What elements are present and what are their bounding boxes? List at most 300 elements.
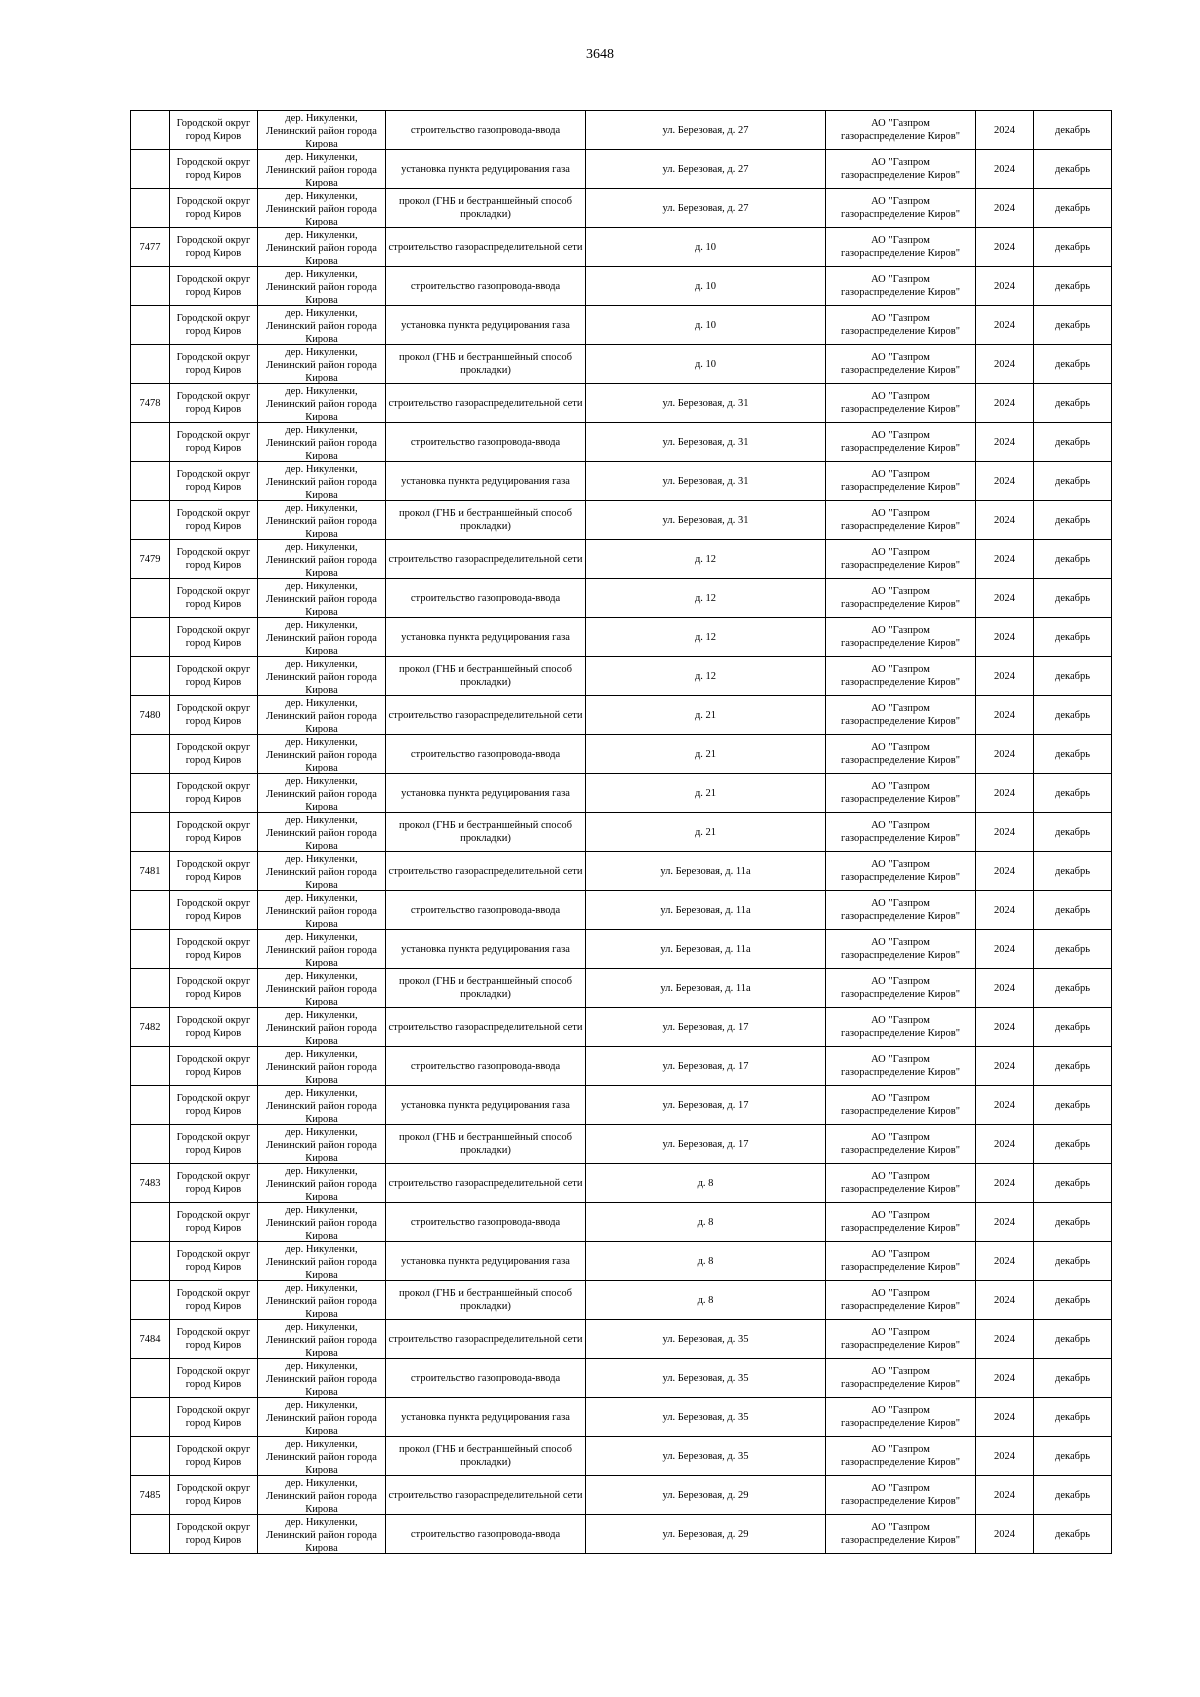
district-cell: Городской округ город Киров [170,462,258,501]
locality-cell [258,1086,386,1125]
district-cell: Городской округ город Киров [170,1359,258,1398]
work-type-cell: строительство газораспределительной сети [386,384,586,423]
year-cell: 2024 [976,852,1034,891]
locality-text: дер. Никуленки, Ленинский район города Кирова [266,580,377,617]
locality-cell [258,1047,386,1086]
work-type-cell: строительство газораспределительной сети [386,1008,586,1047]
address-cell: ул. Березовая, д. 29 [586,1515,826,1554]
work-type-cell: строительство газопровода-ввода [386,1359,586,1398]
table-row [131,345,1112,384]
month-cell: декабрь [1034,1164,1112,1203]
locality-cell [258,1203,386,1242]
address-cell: ул. Березовая, д. 27 [586,189,826,228]
year-cell: 2024 [976,1515,1034,1554]
locality-cell [258,774,386,813]
locality-text: дер. Никуленки, Ленинский район города Кирова [266,1243,377,1280]
locality-text: дер. Никуленки, Ленинский район города Кирова [266,1321,377,1358]
operator-cell: АО "Газпром газораспределение Киров" [826,1398,976,1437]
locality-text: дер. Никуленки, Ленинский район города Кирова [266,190,377,227]
operator-cell: АО "Газпром газораспределение Киров" [826,852,976,891]
month-cell: декабрь [1034,1359,1112,1398]
locality-cell [258,189,386,228]
operator-cell: АО "Газпром газораспределение Киров" [826,813,976,852]
page-number: 3648 [586,47,614,62]
district-cell: Городской округ город Киров [170,1242,258,1281]
locality-cell [258,696,386,735]
district-cell: Городской округ город Киров [170,1437,258,1476]
locality-cell [258,1242,386,1281]
table-row [131,501,1112,540]
work-type-cell: строительство газораспределительной сети [386,1320,586,1359]
operator-cell: АО "Газпром газораспределение Киров" [826,345,976,384]
table-row [131,618,1112,657]
address-cell: д. 12 [586,657,826,696]
district-cell: Городской округ город Киров [170,111,258,150]
locality-text: дер. Никуленки, Ленинский район города Кирова [266,229,377,266]
locality-text: дер. Никуленки, Ленинский район города Кирова [266,1048,377,1085]
operator-cell: АО "Газпром газораспределение Киров" [826,306,976,345]
district-cell: Городской округ город Киров [170,852,258,891]
object-number-cell [131,1125,170,1164]
address-cell: ул. Березовая, д. 27 [586,111,826,150]
locality-text: дер. Никуленки, Ленинский район города Кирова [266,1477,377,1514]
object-number-cell [131,969,170,1008]
object-number-cell [131,891,170,930]
year-cell: 2024 [976,1203,1034,1242]
locality-cell [258,1320,386,1359]
month-cell: декабрь [1034,1086,1112,1125]
year-cell: 2024 [976,150,1034,189]
address-cell: ул. Березовая, д. 27 [586,150,826,189]
address-cell: д. 10 [586,306,826,345]
work-type-cell: строительство газораспределительной сети [386,696,586,735]
table-row [131,774,1112,813]
operator-cell: АО "Газпром газораспределение Киров" [826,1476,976,1515]
month-cell: декабрь [1034,1008,1112,1047]
operator-cell: АО "Газпром газораспределение Киров" [826,1515,976,1554]
month-cell: декабрь [1034,189,1112,228]
month-cell: декабрь [1034,345,1112,384]
district-cell: Городской округ город Киров [170,1047,258,1086]
work-type-cell: строительство газопровода-ввода [386,1203,586,1242]
locality-cell [258,423,386,462]
locality-text: дер. Никуленки, Ленинский район города Кирова [266,502,377,539]
object-number-cell [131,1086,170,1125]
address-cell: д. 21 [586,735,826,774]
locality-text: дер. Никуленки, Ленинский район города Кирова [266,1087,377,1124]
address-cell: д. 8 [586,1203,826,1242]
table-row [131,657,1112,696]
work-type-cell: установка пункта редуцирования газа [386,930,586,969]
district-cell: Городской округ город Киров [170,1164,258,1203]
work-type-cell: прокол (ГНБ и бестраншейный способ прокладки) [386,501,586,540]
object-number-cell [131,774,170,813]
locality-cell [258,150,386,189]
district-cell: Городской округ город Киров [170,1086,258,1125]
district-cell: Городской округ город Киров [170,306,258,345]
month-cell: декабрь [1034,1515,1112,1554]
district-cell: Городской округ город Киров [170,228,258,267]
locality-cell [258,969,386,1008]
operator-cell: АО "Газпром газораспределение Киров" [826,111,976,150]
operator-cell: АО "Газпром газораспределение Киров" [826,1437,976,1476]
address-cell: ул. Березовая, д. 31 [586,423,826,462]
address-cell: ул. Березовая, д. 31 [586,384,826,423]
month-cell: декабрь [1034,735,1112,774]
address-cell: ул. Березовая, д. 11а [586,852,826,891]
district-cell: Городской округ город Киров [170,1281,258,1320]
address-cell: ул. Березовая, д. 17 [586,1008,826,1047]
operator-cell: АО "Газпром газораспределение Киров" [826,930,976,969]
month-cell: декабрь [1034,1398,1112,1437]
year-cell: 2024 [976,735,1034,774]
district-cell: Городской округ город Киров [170,930,258,969]
locality-text: дер. Никуленки, Ленинский район города Кирова [266,1360,377,1397]
operator-cell: АО "Газпром газораспределение Киров" [826,657,976,696]
month-cell: декабрь [1034,1476,1112,1515]
district-cell: Городской округ город Киров [170,618,258,657]
object-number-cell: 7477 [131,228,170,267]
year-cell: 2024 [976,540,1034,579]
work-type-cell: строительство газораспределительной сети [386,852,586,891]
work-type-cell: строительство газопровода-ввода [386,1047,586,1086]
year-cell: 2024 [976,384,1034,423]
address-cell: д. 10 [586,345,826,384]
operator-cell: АО "Газпром газораспределение Киров" [826,189,976,228]
locality-cell [258,111,386,150]
work-type-cell: строительство газопровода-ввода [386,891,586,930]
object-number-cell [131,735,170,774]
address-cell: ул. Березовая, д. 31 [586,501,826,540]
locality-text: дер. Никуленки, Ленинский район города Кирова [266,853,377,890]
month-cell: декабрь [1034,1203,1112,1242]
locality-cell [258,852,386,891]
year-cell: 2024 [976,969,1034,1008]
address-cell: ул. Березовая, д. 35 [586,1437,826,1476]
table-row [131,540,1112,579]
year-cell: 2024 [976,618,1034,657]
work-type-cell: строительство газораспределительной сети [386,228,586,267]
district-cell: Городской округ город Киров [170,774,258,813]
locality-text: дер. Никуленки, Ленинский район города Кирова [266,424,377,461]
table-row [131,111,1112,150]
table-row [131,1398,1112,1437]
district-cell: Городской округ город Киров [170,1008,258,1047]
work-type-cell: установка пункта редуцирования газа [386,1086,586,1125]
year-cell: 2024 [976,462,1034,501]
address-cell: д. 21 [586,696,826,735]
year-cell: 2024 [976,423,1034,462]
table-row [131,1359,1112,1398]
address-cell: ул. Березовая, д. 31 [586,462,826,501]
object-number-cell [131,618,170,657]
locality-text: дер. Никуленки, Ленинский район города Кирова [266,1204,377,1241]
locality-text: дер. Никуленки, Ленинский район города Кирова [266,1165,377,1202]
work-type-cell: прокол (ГНБ и бестраншейный способ прокладки) [386,657,586,696]
table-row [131,1281,1112,1320]
month-cell: декабрь [1034,306,1112,345]
month-cell: декабрь [1034,813,1112,852]
work-type-cell: прокол (ГНБ и бестраншейный способ прокладки) [386,1281,586,1320]
object-number-cell: 7478 [131,384,170,423]
address-cell: д. 12 [586,618,826,657]
work-type-cell: строительство газораспределительной сети [386,540,586,579]
operator-cell: АО "Газпром газораспределение Киров" [826,150,976,189]
object-number-cell [131,111,170,150]
object-number-cell [131,150,170,189]
month-cell: декабрь [1034,969,1112,1008]
operator-cell: АО "Газпром газораспределение Киров" [826,384,976,423]
locality-text: дер. Никуленки, Ленинский район города Кирова [266,892,377,929]
object-number-cell [131,501,170,540]
work-type-cell: прокол (ГНБ и бестраншейный способ прокладки) [386,189,586,228]
month-cell: декабрь [1034,657,1112,696]
district-cell: Городской округ город Киров [170,696,258,735]
operator-cell: АО "Газпром газораспределение Киров" [826,228,976,267]
locality-text: дер. Никуленки, Ленинский район города Кирова [266,970,377,1007]
month-cell: декабрь [1034,423,1112,462]
locality-text: дер. Никуленки, Ленинский район города Кирова [266,658,377,695]
object-number-cell [131,1047,170,1086]
table-row [131,1086,1112,1125]
year-cell: 2024 [976,696,1034,735]
operator-cell: АО "Газпром газораспределение Киров" [826,540,976,579]
address-cell: д. 8 [586,1164,826,1203]
district-cell: Городской округ город Киров [170,540,258,579]
address-cell: ул. Березовая, д. 17 [586,1125,826,1164]
table-row [131,1437,1112,1476]
object-number-cell [131,306,170,345]
operator-cell: АО "Газпром газораспределение Киров" [826,579,976,618]
operator-cell: АО "Газпром газораспределение Киров" [826,1047,976,1086]
address-cell: ул. Березовая, д. 35 [586,1359,826,1398]
locality-cell [258,267,386,306]
year-cell: 2024 [976,891,1034,930]
object-number-cell [131,267,170,306]
address-cell: д. 8 [586,1281,826,1320]
table-row [131,579,1112,618]
object-number-cell [131,930,170,969]
address-cell: ул. Березовая, д. 17 [586,1086,826,1125]
locality-cell [258,891,386,930]
table-row [131,1008,1112,1047]
district-cell: Городской округ город Киров [170,1476,258,1515]
locality-cell [258,501,386,540]
locality-cell [258,579,386,618]
locality-text: дер. Никуленки, Ленинский район города Кирова [266,151,377,188]
locality-cell [258,384,386,423]
locality-cell [258,228,386,267]
locality-text: дер. Никуленки, Ленинский район города Кирова [266,268,377,305]
locality-text: дер. Никуленки, Ленинский район города Кирова [266,736,377,773]
work-type-cell: установка пункта редуцирования газа [386,462,586,501]
month-cell: декабрь [1034,930,1112,969]
district-cell: Городской округ город Киров [170,384,258,423]
year-cell: 2024 [976,774,1034,813]
work-type-cell: установка пункта редуцирования газа [386,1398,586,1437]
address-cell: д. 10 [586,228,826,267]
year-cell: 2024 [976,1359,1034,1398]
work-type-cell: строительство газопровода-ввода [386,111,586,150]
operator-cell: АО "Газпром газораспределение Киров" [826,735,976,774]
month-cell: декабрь [1034,1125,1112,1164]
table-row [131,150,1112,189]
address-cell: ул. Березовая, д. 35 [586,1398,826,1437]
address-cell: ул. Березовая, д. 35 [586,1320,826,1359]
month-cell: декабрь [1034,1320,1112,1359]
object-number-cell [131,813,170,852]
table-row [131,1203,1112,1242]
locality-text: дер. Никуленки, Ленинский район города Кирова [266,112,377,149]
month-cell: декабрь [1034,1281,1112,1320]
object-number-cell: 7479 [131,540,170,579]
work-type-cell: установка пункта редуцирования газа [386,150,586,189]
district-cell: Городской округ город Киров [170,813,258,852]
district-cell: Городской округ город Киров [170,1125,258,1164]
locality-cell [258,930,386,969]
object-number-cell [131,1437,170,1476]
operator-cell: АО "Газпром газораспределение Киров" [826,1320,976,1359]
month-cell: декабрь [1034,618,1112,657]
work-type-cell: строительство газораспределительной сети [386,1476,586,1515]
locality-cell [258,345,386,384]
locality-cell [258,1476,386,1515]
object-number-cell: 7482 [131,1008,170,1047]
month-cell: декабрь [1034,150,1112,189]
table-row [131,228,1112,267]
table-row [131,930,1112,969]
district-cell: Городской округ город Киров [170,189,258,228]
address-cell: д. 10 [586,267,826,306]
district-cell: Городской округ город Киров [170,1203,258,1242]
table-row [131,189,1112,228]
work-type-cell: прокол (ГНБ и бестраншейный способ прокладки) [386,1437,586,1476]
operator-cell: АО "Газпром газораспределение Киров" [826,423,976,462]
locality-text: дер. Никуленки, Ленинский район города Кирова [266,463,377,500]
month-cell: декабрь [1034,384,1112,423]
address-cell: ул. Березовая, д. 17 [586,1047,826,1086]
locality-text: дер. Никуленки, Ленинский район города Кирова [266,385,377,422]
table-row [131,969,1112,1008]
month-cell: декабрь [1034,462,1112,501]
object-number-cell [131,462,170,501]
locality-cell [258,813,386,852]
locality-text: дер. Никуленки, Ленинский район города Кирова [266,814,377,851]
locality-text: дер. Никуленки, Ленинский район города Кирова [266,346,377,383]
locality-cell [258,1125,386,1164]
object-number-cell [131,1398,170,1437]
table-row [131,891,1112,930]
operator-cell: АО "Газпром газораспределение Киров" [826,462,976,501]
address-cell: д. 21 [586,774,826,813]
district-cell: Городской округ город Киров [170,891,258,930]
month-cell: декабрь [1034,540,1112,579]
table-row [131,1164,1112,1203]
table-row [131,267,1112,306]
operator-cell: АО "Газпром газораспределение Киров" [826,618,976,657]
locality-cell [258,657,386,696]
month-cell: декабрь [1034,1047,1112,1086]
address-cell: ул. Березовая, д. 29 [586,1476,826,1515]
year-cell: 2024 [976,228,1034,267]
locality-text: дер. Никуленки, Ленинский район города Кирова [266,1009,377,1046]
object-number-cell [131,579,170,618]
locality-cell [258,1398,386,1437]
year-cell: 2024 [976,1164,1034,1203]
object-number-cell [131,1203,170,1242]
object-number-cell: 7484 [131,1320,170,1359]
table-row [131,384,1112,423]
address-cell: ул. Березовая, д. 11а [586,891,826,930]
month-cell: декабрь [1034,228,1112,267]
table-row [131,423,1112,462]
object-number-cell: 7480 [131,696,170,735]
table-row [131,1125,1112,1164]
district-cell: Городской округ город Киров [170,501,258,540]
district-cell: Городской округ город Киров [170,735,258,774]
month-cell: декабрь [1034,267,1112,306]
object-number-cell: 7481 [131,852,170,891]
object-number-cell: 7485 [131,1476,170,1515]
address-cell: д. 12 [586,540,826,579]
table-row [131,852,1112,891]
table-row [131,1242,1112,1281]
locality-text: дер. Никуленки, Ленинский район города Кирова [266,1438,377,1475]
work-type-cell: строительство газопровода-ввода [386,735,586,774]
year-cell: 2024 [976,1242,1034,1281]
locality-text: дер. Никуленки, Ленинский район города Кирова [266,775,377,812]
month-cell: декабрь [1034,696,1112,735]
address-cell: д. 21 [586,813,826,852]
table-body [131,111,1112,1554]
district-cell: Городской округ город Киров [170,1515,258,1554]
district-cell: Городской округ город Киров [170,579,258,618]
object-number-cell [131,657,170,696]
month-cell: декабрь [1034,852,1112,891]
table-row [131,306,1112,345]
address-cell: д. 12 [586,579,826,618]
year-cell: 2024 [976,1008,1034,1047]
locality-cell [258,618,386,657]
month-cell: декабрь [1034,891,1112,930]
operator-cell: АО "Газпром газораспределение Киров" [826,1359,976,1398]
year-cell: 2024 [976,1476,1034,1515]
operator-cell: АО "Газпром газораспределение Киров" [826,1125,976,1164]
object-number-cell [131,423,170,462]
operator-cell: АО "Газпром газораспределение Киров" [826,891,976,930]
month-cell: декабрь [1034,111,1112,150]
locality-text: дер. Никуленки, Ленинский район города Кирова [266,931,377,968]
work-type-cell: строительство газопровода-ввода [386,423,586,462]
district-cell: Городской округ город Киров [170,1398,258,1437]
work-type-cell: установка пункта редуцирования газа [386,618,586,657]
year-cell: 2024 [976,1281,1034,1320]
work-type-cell: установка пункта редуцирования газа [386,774,586,813]
table-row [131,462,1112,501]
work-type-cell: прокол (ГНБ и бестраншейный способ прокладки) [386,969,586,1008]
locality-cell [258,1515,386,1554]
year-cell: 2024 [976,189,1034,228]
year-cell: 2024 [976,657,1034,696]
operator-cell: АО "Газпром газораспределение Киров" [826,501,976,540]
work-type-cell: прокол (ГНБ и бестраншейный способ прокладки) [386,1125,586,1164]
table-row [131,1515,1112,1554]
year-cell: 2024 [976,1398,1034,1437]
locality-cell [258,1437,386,1476]
work-type-cell: установка пункта редуцирования газа [386,306,586,345]
locality-cell [258,540,386,579]
month-cell: декабрь [1034,1242,1112,1281]
